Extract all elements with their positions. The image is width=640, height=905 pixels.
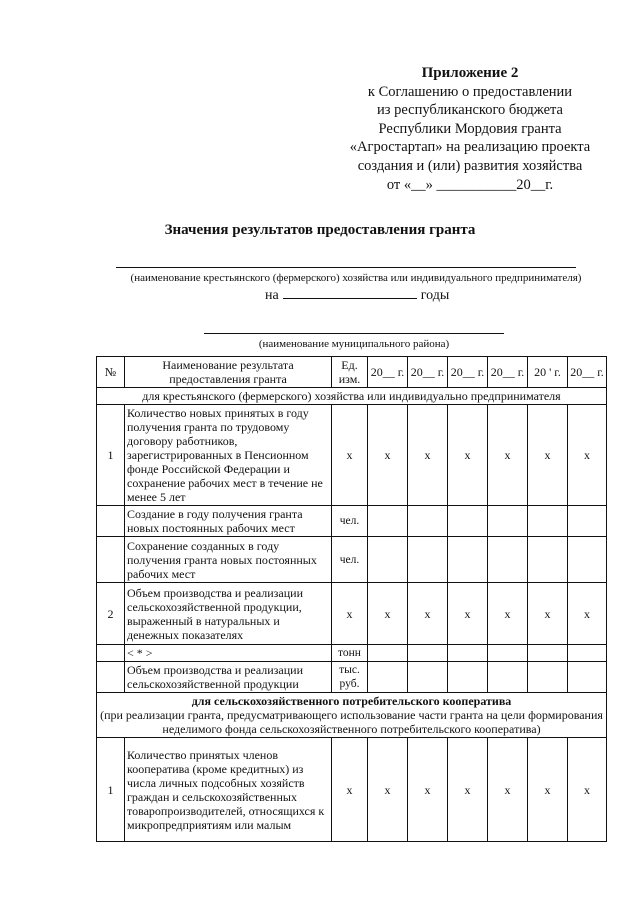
header-name: Наименование результата предоставления гранта — [125, 357, 332, 388]
results-table — [96, 356, 607, 842]
row-value — [488, 537, 528, 583]
row-name: Объем производства и реализации сельскохозяйственной продукции — [125, 662, 332, 693]
row-value — [528, 645, 568, 662]
header-year: 20__ г. — [568, 357, 607, 388]
row-mark: x — [332, 583, 368, 645]
row-value — [528, 506, 568, 537]
row-mark: x — [488, 405, 528, 506]
table-row — [97, 662, 607, 693]
header-year: 20__ г. — [368, 357, 408, 388]
section2-note: (при реализации гранта, предусматривающего использование части гранта на цели формирования неделимого фонда сельскохозяйственного потребительского кооператива) — [100, 708, 603, 736]
farm-name-caption: (наименование крестьянского (фермерского) хозяйства или индивидуального предпринимателя) — [130, 272, 582, 284]
row-value — [408, 506, 448, 537]
row-number — [97, 662, 125, 693]
header-row — [97, 357, 607, 388]
document-title: Значения результатов предоставления гранта — [164, 222, 476, 238]
row-mark: x — [568, 405, 607, 506]
row-value — [488, 645, 528, 662]
header-year: 20__ г. — [488, 357, 528, 388]
row-value — [368, 645, 408, 662]
section2-header — [97, 693, 607, 738]
row-mark: x — [332, 738, 368, 842]
row-number: 1 — [97, 405, 125, 506]
section1-title: для крестьянского (фермерского) хозяйства или индивидуально предпринимателя — [97, 388, 607, 405]
row-value — [568, 662, 607, 693]
row-mark: x — [528, 738, 568, 842]
table-row — [97, 537, 607, 583]
header-year: 20__ г. — [448, 357, 488, 388]
row-number: 1 — [97, 738, 125, 842]
district-field — [204, 332, 504, 334]
period-blank — [283, 286, 417, 299]
row-value — [408, 662, 448, 693]
row-value — [528, 537, 568, 583]
appendix-line: от «__» ___________20__г. — [386, 176, 554, 193]
appendix-line: из республиканского бюджета — [377, 102, 563, 119]
appendix-line: создания и (или) развития хозяйства — [357, 157, 583, 174]
row-mark: x — [528, 405, 568, 506]
row-value — [448, 645, 488, 662]
row-mark: x — [488, 738, 528, 842]
section1-rows — [97, 405, 607, 693]
row-value — [568, 645, 607, 662]
row-number — [97, 645, 125, 662]
row-mark: x — [332, 405, 368, 506]
row-unit: тыс. руб. — [332, 662, 368, 693]
row-mark: x — [408, 405, 448, 506]
row-value — [568, 537, 607, 583]
district-underline — [204, 332, 504, 334]
row-mark: x — [448, 738, 488, 842]
row-value — [368, 506, 408, 537]
section-row — [97, 388, 607, 405]
appendix-line: «Агростартап» на реализацию проекта — [349, 139, 591, 156]
section-row — [97, 693, 607, 738]
row-mark: x — [568, 738, 607, 842]
row-value — [568, 506, 607, 537]
row-value — [448, 506, 488, 537]
row-name: Сохранение созданных в году получения гранта новых постоянных рабочих мест — [125, 537, 332, 583]
row-value — [488, 662, 528, 693]
row-mark: x — [448, 405, 488, 506]
header-year: 20__ г. — [408, 357, 448, 388]
row-name: Объем производства и реализации сельскохозяйственной продукции, выраженный в натуральных и денежных показателях — [125, 583, 332, 645]
header-year: 20 ' г. — [528, 357, 568, 388]
row-mark: x — [408, 738, 448, 842]
row-unit: тонн — [332, 645, 368, 662]
row-number: 2 — [97, 583, 125, 645]
section2-title: для сельскохозяйственного потребительского кооператива — [191, 694, 512, 708]
period-prefix: на — [265, 288, 279, 303]
header-unit: Ед. изм. — [332, 357, 368, 388]
row-value — [408, 537, 448, 583]
farm-name-underline — [116, 266, 576, 268]
row-value — [408, 645, 448, 662]
row-name: Количество новых принятых в году получения гранта по трудовому договору работников, зарегистрированных в Пенсионном фонде Российской Федерации и сохранение рабочих мест в течение не менее 5 лет — [125, 405, 332, 506]
row-mark: x — [488, 583, 528, 645]
row-unit: чел. — [332, 506, 368, 537]
farm-name-field — [116, 266, 576, 268]
row-name: Создание в году получения гранта новых постоянных рабочих мест — [125, 506, 332, 537]
row-number — [97, 537, 125, 583]
period-line — [265, 286, 449, 304]
table-row — [97, 506, 607, 537]
table-row — [97, 738, 607, 842]
table-row — [97, 583, 607, 645]
row-value — [528, 662, 568, 693]
row-name: < * > — [125, 645, 332, 662]
appendix-line: Республики Мордовия гранта — [378, 120, 562, 137]
row-mark: x — [448, 583, 488, 645]
row-mark: x — [568, 583, 607, 645]
row-value — [368, 537, 408, 583]
table-row — [97, 405, 607, 506]
row-mark: x — [368, 738, 408, 842]
district-caption: (наименование муниципального района) — [258, 338, 450, 350]
row-number — [97, 506, 125, 537]
row-mark: x — [408, 583, 448, 645]
header-num: № — [97, 357, 125, 388]
row-value — [488, 506, 528, 537]
row-mark: x — [368, 405, 408, 506]
appendix-heading: Приложение 2 — [421, 65, 519, 81]
row-value — [448, 537, 488, 583]
row-mark: x — [368, 583, 408, 645]
row-name: Количество принятых членов кооператива (кроме кредитных) из числа личных подсобных хозяйств граждан и сельскохозяйственных товаропроизводителей, относящихся к микропредприятиям или малым — [125, 738, 332, 842]
row-unit: чел. — [332, 537, 368, 583]
row-value — [448, 662, 488, 693]
row-value — [368, 662, 408, 693]
row-mark: x — [528, 583, 568, 645]
appendix-line: к Соглашению о предоставлении — [367, 83, 573, 100]
section2-rows — [97, 738, 607, 842]
table-row — [97, 645, 607, 662]
appendix-header — [330, 64, 610, 194]
period-suffix: годы — [420, 288, 450, 303]
